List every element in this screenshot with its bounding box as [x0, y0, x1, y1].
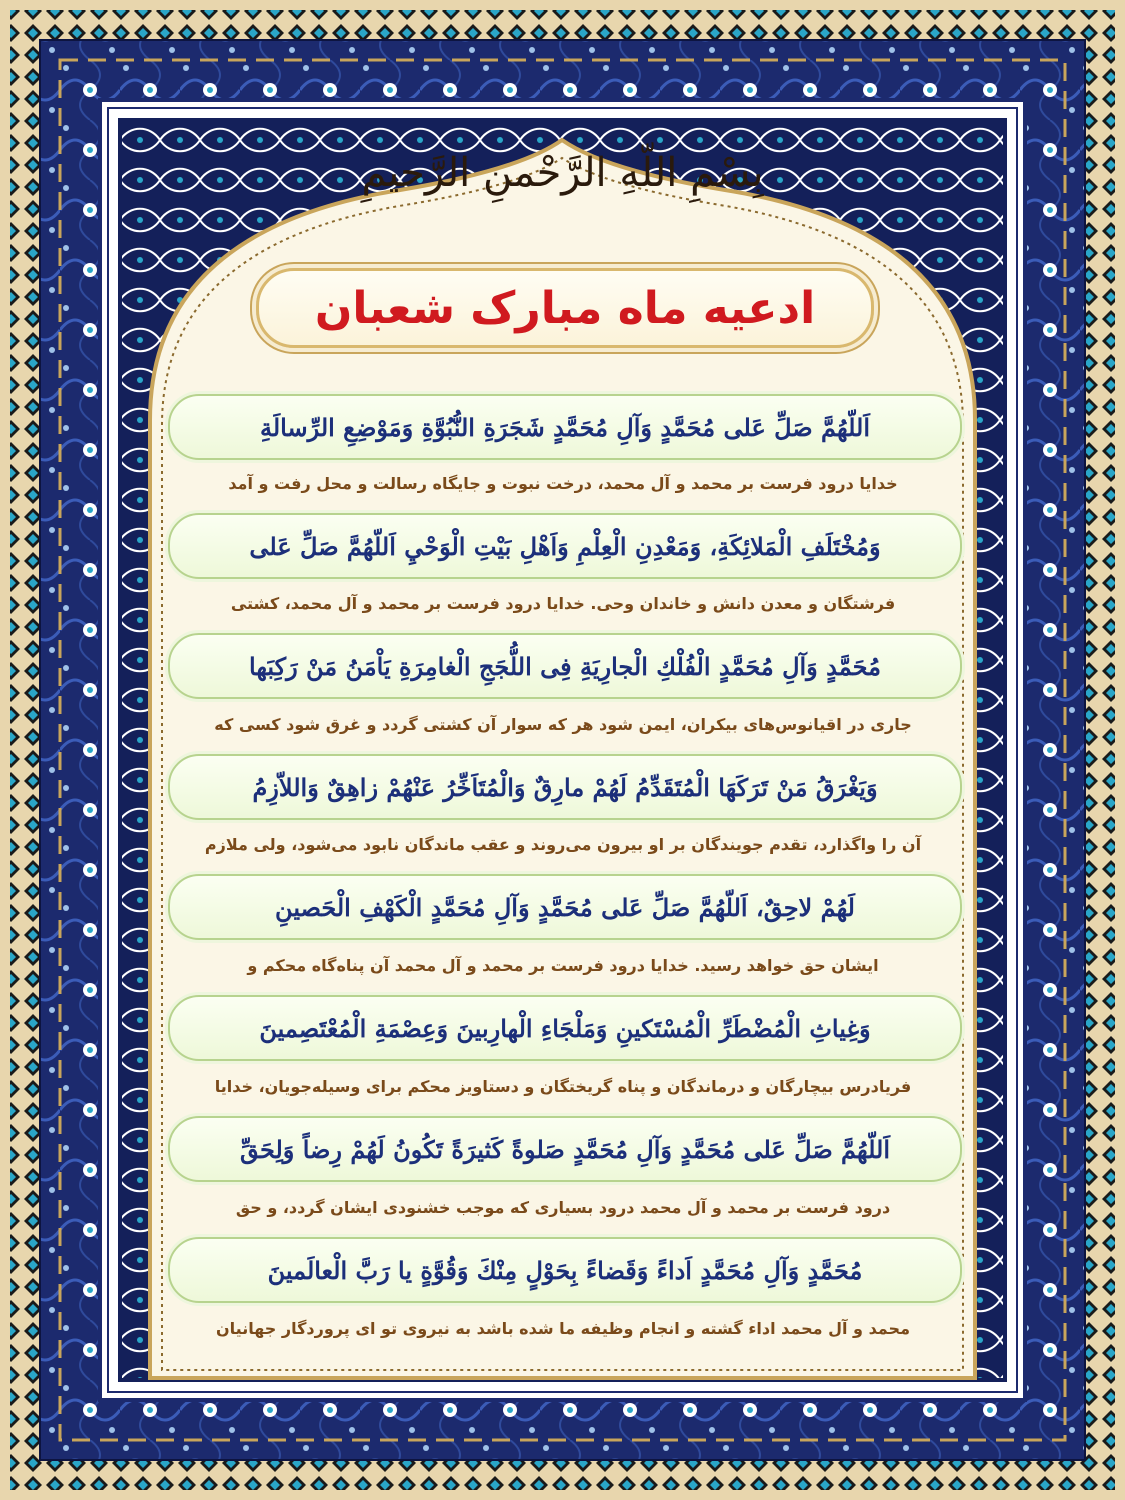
title-banner — [256, 268, 874, 348]
verse-persian-3 — [168, 706, 958, 742]
verse-persian-text: فرشتگان و معدن دانش و خاندان وحی. خدایا درود فرست بر محمد و آل محمد، کشتی — [230, 593, 896, 613]
verse-persian-text: آن را واگذارد، تقدم جویندگان بر او بیرون می‌روند و عقب ماندگان نابود می‌شود، ولی ملازم — [204, 834, 922, 854]
verse-persian-5 — [168, 947, 958, 983]
verse-persian-text: محمد و آل محمد اداء گشته و انجام وظیفه ما شده باشد به نیروی تو ای پروردگار جهانیان — [216, 1318, 910, 1338]
verse-persian-text: جاری در اقیانوس‌های بیکران، ایمن شود هر که سوار آن کشتی گردد و غرق شود کسی که — [214, 714, 912, 734]
verse-persian-2 — [168, 585, 958, 621]
verse-arabic-7 — [168, 1116, 962, 1182]
verse-arabic-8 — [168, 1237, 962, 1303]
verse-arabic-1 — [168, 394, 962, 460]
verse-persian-4 — [168, 826, 958, 862]
verse-arabic-2 — [168, 513, 962, 579]
verse-arabic-text: مُحَمَّدٍ وَآلِ مُحَمَّدٍ الْفُلْكِ الْجارِيَةِ فِى اللُّجَجِ الْغامِرَةِ يَاْمَنُ مَنْ رَكِبَها — [249, 651, 881, 681]
verse-persian-text: خدایا درود فرست بر محمد و آل محمد، درخت نبوت و جایگاه رسالت و محل رفت و آمد — [228, 473, 898, 493]
basmala-calligraphy: بِسْمِ اللّهِ الرَّحْمنِ الرَّحيمِ — [361, 150, 764, 196]
verse-arabic-text: اَللّهُمَّ صَلِّ عَلى مُحَمَّدٍ وَآلِ مُحَمَّدٍ صَلوةً كَثيرَةً تَكُونُ لَهُمْ رِضاً وَلِحَقِّ — [239, 1134, 891, 1164]
verse-arabic-text: لَهُمْ لاحِقٌ، اَللّهُمَّ صَلِّ عَلى مُحَمَّدٍ وَآلِ مُحَمَّدٍ الْكَهْفِ الْحَصينِ — [275, 892, 855, 922]
verse-persian-text: درود فرست بر محمد و آل محمد درود بسیاری که موجب خشنودی ایشان گردد، و حق — [235, 1197, 891, 1217]
verse-arabic-text: وَيَغْرَقُ مَنْ تَرَكَهَا الْمُتَقَدِّمُ لَهُمْ مارِقٌ وَالْمُتَاَخِّرُ عَنْهُمْ زاهِقٌ وَاللاّزِمُ — [252, 772, 878, 802]
verse-arabic-4 — [168, 754, 962, 820]
verse-persian-6 — [168, 1068, 958, 1104]
verse-persian-text: ایشان حق خواهد رسید. خدایا درود فرست بر محمد و آل محمد آن پناه‌گاه محکم و — [247, 955, 879, 975]
verse-persian-1 — [168, 465, 958, 501]
verse-arabic-text: مُحَمَّدٍ وَآلِ مُحَمَّدٍ اَداءً وَقَضاءً بِحَوْلٍ مِنْكَ وَقُوَّةٍ يا رَبَّ الْعالَمينَ — [267, 1255, 863, 1285]
verse-persian-7 — [168, 1189, 958, 1225]
verse-arabic-3 — [168, 633, 962, 699]
verse-arabic-text: وَغِياثِ الْمُضْطَرِّ الْمُسْتَكينِ وَمَلْجَاءِ الْهارِبينَ وَعِصْمَةِ الْمُعْتَصِمينَ — [259, 1013, 871, 1043]
verse-arabic-6 — [168, 995, 962, 1061]
verse-arabic-5 — [168, 874, 962, 940]
verse-persian-8 — [168, 1310, 958, 1346]
page-title: ادعیه ماه مبارک شعبان — [314, 282, 816, 334]
verse-persian-text: فریادرس بیچارگان و درماندگان و پناه گریختگان و دستاویز محکم برای وسیله‌جویان، خدایا — [214, 1076, 912, 1096]
verse-arabic-text: اَللّهُمَّ صَلِّ عَلى مُحَمَّدٍ وَآلِ مُحَمَّدٍ شَجَرَةِ النُّبُوَّةِ وَمَوْضِعِ الرِّسالَةِ — [260, 412, 870, 442]
verse-arabic-text: وَمُخْتَلَفِ الْمَلائِكَةِ، وَمَعْدِنِ الْعِلْمِ وَاَهْلِ بَيْتِ الْوَحْيِ اَللّهُمَّ صَلِّ عَلى — [249, 531, 881, 561]
